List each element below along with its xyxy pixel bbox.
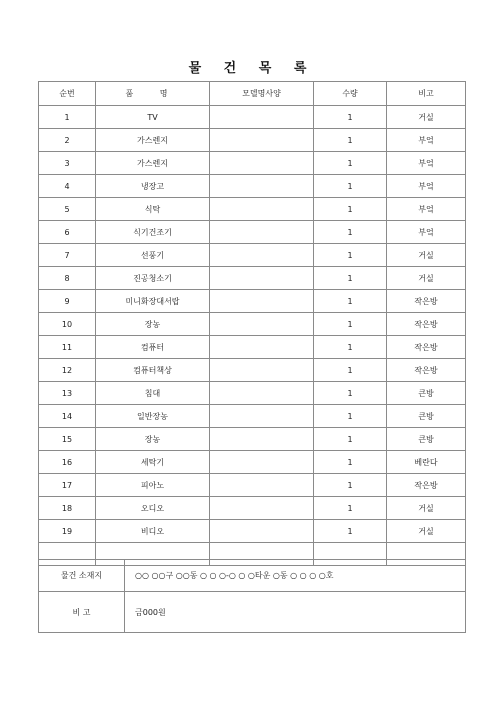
cell-no: 12 <box>39 359 96 382</box>
cell-model <box>210 497 314 520</box>
table-row <box>39 451 466 474</box>
cell-no: 19 <box>39 520 96 543</box>
cell-no: 2 <box>39 129 96 152</box>
cell-no: 10 <box>39 313 96 336</box>
cell-model <box>210 313 314 336</box>
header-item: 품 명 <box>96 82 210 106</box>
cell-model <box>210 290 314 313</box>
header-no: 순번 <box>39 82 96 106</box>
table-row <box>39 198 466 221</box>
table-row <box>39 290 466 313</box>
cell-note: 거실 <box>387 106 466 129</box>
cell-no: 1 <box>39 106 96 129</box>
header-qty: 수량 <box>314 82 387 106</box>
cell-item: 컴퓨터 <box>96 336 210 359</box>
cell-model <box>210 336 314 359</box>
cell-item: 오디오 <box>96 497 210 520</box>
cell-note: 거실 <box>387 520 466 543</box>
cell-note: 큰방 <box>387 428 466 451</box>
table-row <box>39 244 466 267</box>
location-row <box>39 560 466 592</box>
location-value: ○○ ○○구 ○○동 ○ ○ ○-○ ○ ○타운 ○동 ○ ○ ○ ○호 <box>125 560 466 592</box>
cell-model <box>210 359 314 382</box>
cell-model <box>210 129 314 152</box>
remark-label: 비 고 <box>39 592 125 633</box>
cell-item: 침대 <box>96 382 210 405</box>
cell-model <box>210 520 314 543</box>
cell-item: 식탁 <box>96 198 210 221</box>
cell-note: 거실 <box>387 244 466 267</box>
footer-table <box>38 559 466 633</box>
cell-item: TV <box>96 106 210 129</box>
cell-qty: 1 <box>314 474 387 497</box>
cell-item: 가스렌지 <box>96 152 210 175</box>
cell-note: 큰방 <box>387 405 466 428</box>
cell-model <box>210 382 314 405</box>
table-row <box>39 267 466 290</box>
item-list-table <box>38 81 466 566</box>
cell-model <box>210 451 314 474</box>
cell-item: 피아노 <box>96 474 210 497</box>
cell-item: 일반장농 <box>96 405 210 428</box>
cell-note: 작은방 <box>387 290 466 313</box>
cell-no: 18 <box>39 497 96 520</box>
cell-note: 베란다 <box>387 451 466 474</box>
remark-value: 금000원 <box>125 592 466 633</box>
cell-qty: 1 <box>314 497 387 520</box>
cell-model <box>210 267 314 290</box>
table-body <box>39 106 466 543</box>
cell-item: 비디오 <box>96 520 210 543</box>
cell-qty: 1 <box>314 175 387 198</box>
cell-qty: 1 <box>314 520 387 543</box>
cell-item: 컴퓨터책상 <box>96 359 210 382</box>
cell-model <box>210 175 314 198</box>
table-row <box>39 428 466 451</box>
table-header-row <box>39 82 466 106</box>
cell-note: 거실 <box>387 267 466 290</box>
cell-qty: 1 <box>314 336 387 359</box>
cell-model <box>210 244 314 267</box>
cell-no: 17 <box>39 474 96 497</box>
cell-note: 작은방 <box>387 313 466 336</box>
cell-no: 7 <box>39 244 96 267</box>
cell-model <box>210 152 314 175</box>
cell-no: 8 <box>39 267 96 290</box>
cell-item: 냉장고 <box>96 175 210 198</box>
table-row <box>39 359 466 382</box>
cell-no: 3 <box>39 152 96 175</box>
cell-note: 작은방 <box>387 336 466 359</box>
cell-item: 식기건조기 <box>96 221 210 244</box>
cell-qty: 1 <box>314 428 387 451</box>
cell-model <box>210 221 314 244</box>
cell-item: 미니화장대서랍 <box>96 290 210 313</box>
cell-qty: 1 <box>314 313 387 336</box>
cell-qty: 1 <box>314 221 387 244</box>
cell-model <box>210 428 314 451</box>
table-row <box>39 106 466 129</box>
cell-qty: 1 <box>314 129 387 152</box>
cell-qty: 1 <box>314 152 387 175</box>
table-row <box>39 405 466 428</box>
remark-row <box>39 592 466 633</box>
cell-item: 장농 <box>96 313 210 336</box>
cell-item: 진공청소기 <box>96 267 210 290</box>
cell-model <box>210 198 314 221</box>
cell-no: 11 <box>39 336 96 359</box>
cell-no: 4 <box>39 175 96 198</box>
cell-qty: 1 <box>314 106 387 129</box>
cell-note: 작은방 <box>387 359 466 382</box>
table-row <box>39 152 466 175</box>
cell-qty: 1 <box>314 244 387 267</box>
header-model: 모델명사양 <box>210 82 314 106</box>
table-row <box>39 382 466 405</box>
cell-qty: 1 <box>314 359 387 382</box>
cell-qty: 1 <box>314 290 387 313</box>
cell-item: 가스렌지 <box>96 129 210 152</box>
cell-note: 부엌 <box>387 175 466 198</box>
table-row <box>39 313 466 336</box>
cell-no: 9 <box>39 290 96 313</box>
cell-note: 큰방 <box>387 382 466 405</box>
cell-model <box>210 405 314 428</box>
cell-item: 세탁기 <box>96 451 210 474</box>
cell-no: 14 <box>39 405 96 428</box>
table-row <box>39 175 466 198</box>
cell-qty: 1 <box>314 451 387 474</box>
cell-no: 6 <box>39 221 96 244</box>
cell-no: 13 <box>39 382 96 405</box>
cell-no: 16 <box>39 451 96 474</box>
cell-note: 부엌 <box>387 221 466 244</box>
cell-qty: 1 <box>314 267 387 290</box>
cell-no: 15 <box>39 428 96 451</box>
cell-qty: 1 <box>314 405 387 428</box>
page-title: 물 건 목 록 <box>188 61 316 76</box>
cell-model <box>210 474 314 497</box>
cell-note: 부엌 <box>387 198 466 221</box>
cell-note: 부엌 <box>387 129 466 152</box>
cell-item: 장농 <box>96 428 210 451</box>
table-row <box>39 221 466 244</box>
cell-note: 작은방 <box>387 474 466 497</box>
table-row <box>39 520 466 543</box>
header-note: 비고 <box>387 82 466 106</box>
cell-note: 거실 <box>387 497 466 520</box>
cell-item: 선풍기 <box>96 244 210 267</box>
table-row <box>39 497 466 520</box>
table-row <box>39 336 466 359</box>
cell-model <box>210 106 314 129</box>
cell-no: 5 <box>39 198 96 221</box>
location-label: 물건 소재지 <box>39 560 125 592</box>
cell-qty: 1 <box>314 382 387 405</box>
table-row <box>39 474 466 497</box>
table-row <box>39 129 466 152</box>
cell-note: 부엌 <box>387 152 466 175</box>
cell-qty: 1 <box>314 198 387 221</box>
